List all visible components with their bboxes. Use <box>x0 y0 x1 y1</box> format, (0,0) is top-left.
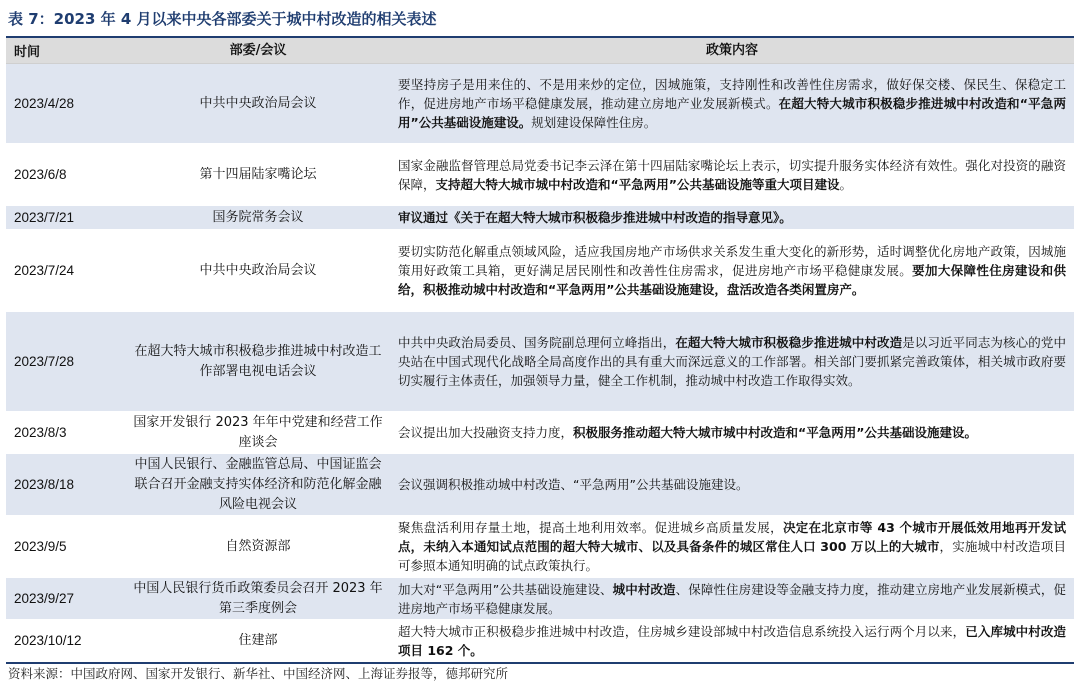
cell-dept: 中国人民银行货币政策委员会召开 2023 年第三季度例会 <box>133 580 383 616</box>
policy-segment: 会议强调积极推动城中村改造、“平急两用”公共基础设施建设。 <box>398 477 749 492</box>
cell-policy <box>390 516 1074 577</box>
cell-dept: 住建部 <box>238 632 278 648</box>
cell-time: 2023/7/28 <box>14 354 75 369</box>
policy-segment: 超大特大城市正积极稳步推进城中村改造，住房城乡建设部城中村改造信息系统投入运行两个月以来， <box>398 623 966 639</box>
cell-time: 2023/10/12 <box>14 633 82 648</box>
cell-time: 2023/9/5 <box>14 539 67 554</box>
policy-emphasis: 城中村改造 <box>612 581 676 597</box>
cell-time: 2023/8/18 <box>14 477 75 492</box>
policy-text <box>398 75 1066 132</box>
header-time: 时间 <box>14 44 41 59</box>
source-note: 资料来源：中国政府网、国家开发银行、新华社、中国经济网、上海证券报等，德邦研究所 <box>8 666 509 681</box>
policy-segment: 要坚持房子是用来住的、不是用来炒的定位，因城施策，支持刚性和改善性住房需求，做好保交楼、保民生、保稳定工作，促进房地产市场平稳健康发展，推动建立房地产业发展新模式。 <box>398 77 1066 111</box>
policy-segment: 要切实防范化解重点领域风险，适应我国房地产市场供求关系发生重大变化的新形势，适时调整优化房地产政策，因城施策用好政策工具箱，更好满足居民刚性和改善性住房需求，促进房地产市场平稳健康发展。 <box>398 244 1066 278</box>
policy-segment: 是以习近平同志为核心的党中央站在中国式现代化战略全局高度作出的具有重大而深远意义的工作部署。相关部门要抓紧完善政策体，相关城市政府要切实履行主体责任，加强领导力量，健全工作机制，推动城中村改造工作取得实效。 <box>398 335 1066 388</box>
policy-emphasis: 在超大特大城市积极稳步推进城中村改造和“平急两用”公共基础设施建设。 <box>398 96 1066 130</box>
header-dept: 部委/会议 <box>229 42 287 58</box>
policy-emphasis: 支持超大特大城市城中村改造和“平急两用”公共基础设施等重大项目建设 <box>435 176 840 192</box>
policy-segment: 、保障性住房建设等金融支持力度，推动建立房地产业发展新模式，促进房地产市场平稳健康发展。 <box>398 581 1066 616</box>
table-row <box>6 620 1074 662</box>
policy-emphasis: 已入库城中村改造项目 162 个。 <box>398 623 1066 658</box>
cell-dept: 自然资源部 <box>225 538 291 554</box>
policy-emphasis: 审议通过《关于在超大特大城市积极稳步推进城中村改造的指导意见》。 <box>398 210 792 225</box>
table-row <box>6 412 1074 454</box>
cell-policy <box>390 230 1074 311</box>
policy-emphasis: 在超大特大城市积极稳步推进城中村改造 <box>675 335 903 350</box>
policy-emphasis: 决定在北京市等 43 个城市开展低效用地再开发试点，未纳入本通知试点范围的超大特大城市、以及具备条件的城区常住人口 300 万以上的大城市 <box>398 520 1066 554</box>
policy-segment: 国家金融监督管理总局党委书记李云泽在第十四届陆家嘴论坛上表示，切实提升服务实体经济有效性。强化对投资的融资保障， <box>398 157 1066 192</box>
policy-text <box>398 580 1066 618</box>
table-title: 表 7：2023 年 4 月以来中央各部委关于城中村改造的相关表述 <box>8 10 437 28</box>
table-row <box>6 230 1074 312</box>
policy-text <box>398 475 748 494</box>
cell-dept: 第十四届陆家嘴论坛 <box>199 166 317 182</box>
cell-dept: 在超大特大城市积极稳步推进城中村改造工作部署电视电话会议 <box>134 343 382 379</box>
policy-segment: 规划建设保障性住房。 <box>531 115 657 130</box>
table-row <box>6 64 1074 144</box>
policy-emphasis: 要加大保障性住房建设和供给，积极推动城中村改造和“平急两用”公共基础设施建设，盘活改造各类闲置房产。 <box>398 263 1066 297</box>
cell-time: 2023/8/3 <box>14 425 67 440</box>
policy-text <box>398 333 1066 390</box>
policy-text <box>398 622 1066 660</box>
policy-segment: 。 <box>839 176 852 192</box>
cell-time: 2023/7/21 <box>14 210 75 225</box>
cell-dept: 国务院常务会议 <box>212 209 304 225</box>
policy-text <box>398 208 792 227</box>
cell-dept: 中国人民银行、金融监管总局、中国证监会联合召开金融支持实体经济和防范化解金融风险电视会议 <box>134 456 382 512</box>
cell-time: 2023/9/27 <box>14 591 75 606</box>
table-row <box>6 206 1074 230</box>
cell-time: 2023/4/28 <box>14 96 75 111</box>
policy-text <box>398 156 1066 194</box>
policy-emphasis: 积极服务推动超大特大城市城中村改造和“平急两用”公共基础设施建设。 <box>573 425 977 440</box>
cell-policy <box>390 64 1074 143</box>
table-row <box>6 454 1074 516</box>
table-row <box>6 578 1074 620</box>
cell-policy <box>390 454 1074 515</box>
table-body <box>6 64 1074 662</box>
policy-segment: 加大对“平急两用”公共基础设施建设、 <box>398 581 613 597</box>
table-row <box>6 516 1074 578</box>
cell-dept: 中共中央政治局会议 <box>199 95 317 111</box>
cell-policy <box>390 578 1074 619</box>
policy-table <box>6 36 1074 664</box>
table-row <box>6 144 1074 206</box>
policy-text <box>398 518 1066 575</box>
policy-segment: 中共中央政治局委员、国务院副总理何立峰指出， <box>398 335 676 350</box>
policy-text <box>398 423 977 442</box>
policy-segment: ，实施城中村改造项目可参照本通知明确的试点政策执行。 <box>398 539 1066 573</box>
cell-policy <box>390 412 1074 453</box>
cell-policy <box>390 144 1074 205</box>
cell-policy <box>390 206 1074 229</box>
header-policy: 政策内容 <box>705 43 758 58</box>
policy-segment: 聚焦盘活利用存量土地，提高土地利用效率。促进城乡高质量发展， <box>398 520 783 535</box>
cell-policy <box>390 620 1074 661</box>
table-header-row <box>6 38 1074 64</box>
policy-segment: 会议提出加大投融资支持力度， <box>398 425 574 440</box>
table-row <box>6 312 1074 412</box>
cell-time: 2023/6/8 <box>14 167 67 182</box>
cell-policy <box>390 312 1074 411</box>
cell-dept: 国家开发银行 2023 年年中党建和经营工作座谈会 <box>133 414 383 450</box>
cell-dept: 中共中央政治局会议 <box>199 262 317 278</box>
policy-text <box>398 242 1066 299</box>
cell-time: 2023/7/24 <box>14 263 75 278</box>
